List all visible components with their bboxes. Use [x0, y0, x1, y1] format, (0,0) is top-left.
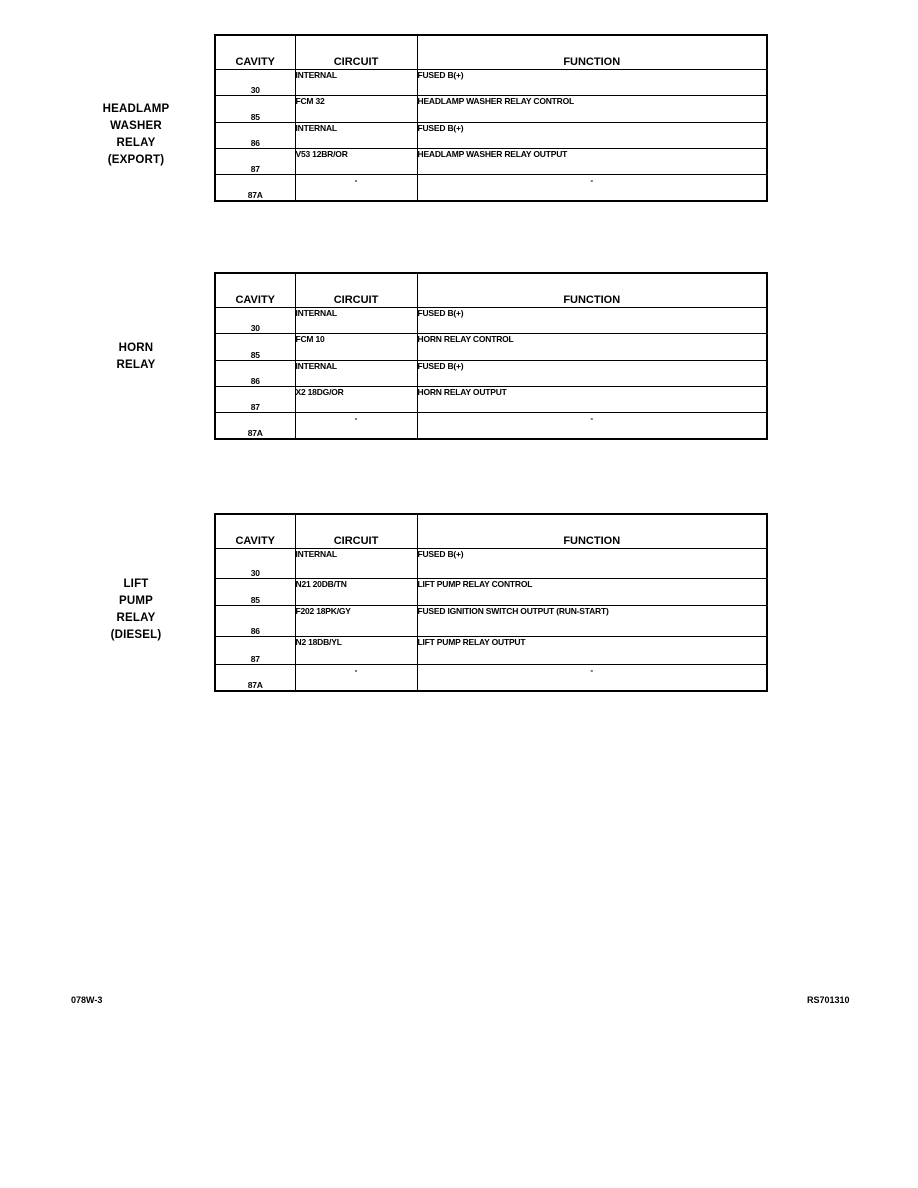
table-row	[215, 123, 767, 149]
function-cell: HEADLAMP WASHER RELAY CONTROL	[417, 96, 767, 123]
relay-label-line: WASHER	[110, 120, 162, 132]
pinout-table-headlamp-washer	[214, 34, 768, 202]
table-row	[215, 308, 767, 334]
pinout-table-horn	[214, 272, 768, 440]
table-header-row	[215, 35, 767, 70]
table-row	[215, 579, 767, 606]
function-cell: -	[417, 665, 767, 691]
circuit-cell: -	[295, 175, 417, 201]
header-circuit: CIRCUIT	[295, 273, 417, 308]
cavity-cell: 87A	[215, 413, 295, 439]
table-row	[215, 606, 767, 637]
relay-label-horn	[66, 340, 206, 374]
pinout-table-lift-pump	[214, 513, 768, 692]
function-cell: FUSED B(+)	[417, 70, 767, 96]
table-row	[215, 665, 767, 691]
circuit-cell: N2 18DB/YL	[295, 637, 417, 665]
table-row	[215, 70, 767, 96]
function-cell: LIFT PUMP RELAY CONTROL	[417, 579, 767, 606]
cavity-cell: 86	[215, 361, 295, 387]
function-cell: FUSED IGNITION SWITCH OUTPUT (RUN-START)	[417, 606, 767, 637]
circuit-cell: FCM 10	[295, 334, 417, 361]
table-row	[215, 149, 767, 175]
header-function: FUNCTION	[417, 514, 767, 549]
circuit-cell: V53 12BR/OR	[295, 149, 417, 175]
function-cell: HEADLAMP WASHER RELAY OUTPUT	[417, 149, 767, 175]
function-cell: FUSED B(+)	[417, 308, 767, 334]
cavity-cell: 85	[215, 579, 295, 606]
function-cell: FUSED B(+)	[417, 123, 767, 149]
cavity-cell: 87A	[215, 665, 295, 691]
cavity-cell: 30	[215, 308, 295, 334]
table-row	[215, 387, 767, 413]
circuit-cell: FCM 32	[295, 96, 417, 123]
circuit-cell: X2 18DG/OR	[295, 387, 417, 413]
header-circuit: CIRCUIT	[295, 35, 417, 70]
table-row	[215, 334, 767, 361]
relay-label-line: RELAY	[116, 137, 156, 149]
circuit-cell: INTERNAL	[295, 308, 417, 334]
table-header-row	[215, 514, 767, 549]
relay-label-headlamp-washer	[66, 101, 206, 169]
circuit-cell: F202 18PK/GY	[295, 606, 417, 637]
header-cavity: CAVITY	[215, 514, 295, 549]
cavity-cell: 87	[215, 149, 295, 175]
relay-label-line: (EXPORT)	[107, 154, 165, 166]
cavity-cell: 87	[215, 387, 295, 413]
function-cell: -	[417, 175, 767, 201]
table-row	[215, 175, 767, 201]
header-circuit: CIRCUIT	[295, 514, 417, 549]
circuit-cell: INTERNAL	[295, 549, 417, 579]
relay-label-line: RELAY	[116, 359, 156, 371]
table-row	[215, 637, 767, 665]
circuit-cell: N21 20DB/TN	[295, 579, 417, 606]
header-function: FUNCTION	[417, 273, 767, 308]
relay-label-line: (DIESEL)	[110, 629, 162, 641]
function-cell: FUSED B(+)	[417, 361, 767, 387]
table-row	[215, 413, 767, 439]
cavity-cell: 85	[215, 334, 295, 361]
circuit-cell: INTERNAL	[295, 70, 417, 96]
table-row	[215, 361, 767, 387]
cavity-cell: 86	[215, 123, 295, 149]
cavity-cell: 30	[215, 549, 295, 579]
table-row	[215, 96, 767, 123]
header-function: FUNCTION	[417, 35, 767, 70]
function-cell: HORN RELAY OUTPUT	[417, 387, 767, 413]
circuit-cell: INTERNAL	[295, 361, 417, 387]
relay-label-line: RELAY	[116, 612, 156, 624]
figure-code-left: 078W-3	[71, 995, 103, 1005]
cavity-cell: 30	[215, 70, 295, 96]
relay-label-line: LIFT	[123, 578, 149, 590]
header-cavity: CAVITY	[215, 273, 295, 308]
function-cell: -	[417, 413, 767, 439]
function-cell: HORN RELAY CONTROL	[417, 334, 767, 361]
cavity-cell: 85	[215, 96, 295, 123]
circuit-cell: -	[295, 413, 417, 439]
cavity-cell: 86	[215, 606, 295, 637]
function-cell: LIFT PUMP RELAY OUTPUT	[417, 637, 767, 665]
relay-label-line: HEADLAMP	[102, 103, 170, 115]
table-row	[215, 549, 767, 579]
cavity-cell: 87	[215, 637, 295, 665]
relay-label-lift-pump	[66, 576, 206, 644]
relay-label-line: HORN	[118, 342, 154, 354]
table-header-row	[215, 273, 767, 308]
function-cell: FUSED B(+)	[417, 549, 767, 579]
header-cavity: CAVITY	[215, 35, 295, 70]
relay-label-line: PUMP	[118, 595, 154, 607]
circuit-cell: -	[295, 665, 417, 691]
circuit-cell: INTERNAL	[295, 123, 417, 149]
cavity-cell: 87A	[215, 175, 295, 201]
figure-code-right: RS701310	[807, 995, 850, 1005]
